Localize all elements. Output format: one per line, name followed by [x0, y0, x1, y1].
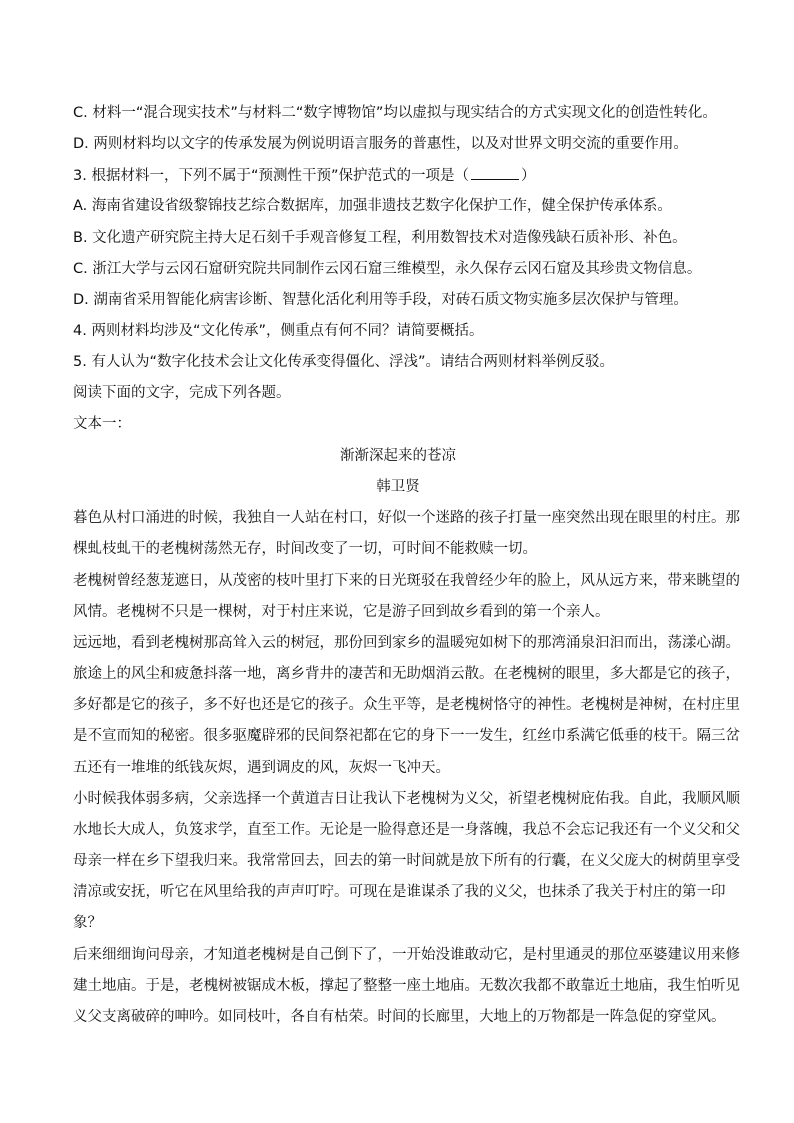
article-line: 清凉或安抚，听它在风里给我的声声叮咛。可现在是谁谋杀了我的义父，也抹杀了我关于村庄的第一印 [73, 884, 726, 900]
article-line: 棵虬枝虬干的老槐树荡然无存，时间改变了一切，可时间不能救赎一切。 [73, 541, 537, 557]
article-line: 义父支离破碎的呻吟。如同枝叶，各自有枯荣。时间的长廊里，大地上的万物都是一阵急促的穿堂风。 [73, 1009, 726, 1025]
article-line: 小时候我体弱多病，父亲选择一个黄道吉日让我认下老槐树为义父，祈望老槐树庇佑我。自此，我顺风顺 [73, 791, 740, 807]
article-line: 远远地，看到老槐树那高耸入云的树冠，那份回到家乡的温暖宛如树下的那湾涌泉汩汩而出，荡漾心湖。 [73, 635, 740, 651]
option-2c: C. 材料一“混合现实技术”与材料二“数字博物馆”均以虚拟与现实结合的方式实现文化的创造性转化。 [73, 105, 717, 121]
text-label: 文本一： [73, 416, 131, 432]
article-author: 韩卫贤 [376, 479, 420, 495]
article-line: 水地长大成人，负笈求学，直至工作。无论是一脸得意还是一身落魄，我总不会忘记我还有一个义父和父 [73, 822, 740, 838]
article-line: 暮色从村口涌进的时候，我独自一人站在村口，好似一个迷路的孩子打量一座突然出现在眼里的村庄。那 [73, 510, 740, 526]
article-line: 旅途上的风尘和疲惫抖落一地，离乡背井的凄苦和无助烟消云散。在老槐树的眼里，多大都是它的孩子， [73, 666, 740, 682]
article-line: 五还有一堆堆的纸钱灰烬，遇到调皮的风，灰烬一飞冲天。 [73, 760, 450, 776]
article-line: 象？ [73, 915, 102, 931]
article-line: 母亲一样在乡下望我归来。我常常回去，回去的第一时间就是放下所有的行囊，在义父庞大的树荫里享受 [73, 853, 740, 869]
question-3-stem-close: ） [520, 168, 536, 184]
option-3b: B. 文化遗产研究院主持大足石刻千手观音修复工程，利用数智技术对造像残缺石质补形、补色。 [73, 230, 687, 246]
answer-blank [471, 165, 519, 180]
option-3d: D. 湖南省采用智能化病害诊断、智慧化活化利用等手段，对砖石质文物实施多层次保护与管理。 [73, 292, 688, 308]
article-line: 建土地庙。于是，老槐树被锯成木板，撑起了整整一座土地庙。无数次我都不敢靠近土地庙，我生怕听见 [73, 978, 740, 994]
option-3c: C. 浙江大学与云冈石窟研究院共同制作云冈石窟三维模型，永久保存云冈石窟及其珍贵文物信息。 [73, 261, 702, 277]
article-line: 多好都是它的孩子，多不好也还是它的孩子。众生平等，是老槐树恪守的神性。老槐树是神树，在村庄里 [73, 697, 740, 713]
option-2d: D. 两则材料均以文字的传承发展为例说明语言服务的普惠性，以及对世界文明交流的重要作用。 [73, 136, 688, 152]
question-3-stem [73, 165, 723, 186]
reading-instruction: 阅读下面的文字，完成下列各题。 [73, 385, 291, 401]
question-4: 4. 两则材料均涉及“文化传承”，侧重点有何不同？请简要概括。 [73, 323, 484, 339]
option-3a: A. 海南省建设省级黎锦技艺综合数据库，加强非遗技艺数字化保护工作，健全保护传承体系。 [73, 198, 672, 214]
article-line: 是不宣而知的秘密。很多驱魔辟邪的民间祭祀都在它的身下一一发生，红丝巾系满它低垂的枝干。隔三岔 [73, 728, 740, 744]
article-line: 后来细细询问母亲，才知道老槐树是自己倒下了，一开始没谁敢动它，是村里通灵的那位巫婆建议用来修 [73, 947, 740, 963]
question-5: 5. 有人认为“数字化技术会让文化传承变得僵化、浮浅”。请结合两则材料举例反驳。 [73, 354, 614, 370]
article-line: 风情。老槐树不只是一棵树，对于村庄来说，它是游子回到故乡看到的第一个亲人。 [73, 604, 610, 620]
question-3-stem-text: 3. 根据材料一，下列不属于“预测性干预”保护范式的一项是（ [73, 168, 469, 184]
article-title: 渐渐深起来的苍凉 [340, 448, 456, 464]
article-line: 老槐树曾经葱茏遮日，从茂密的枝叶里打下来的日光斑驳在我曾经少年的脸上，风从远方来，带来眺望的 [73, 573, 740, 589]
